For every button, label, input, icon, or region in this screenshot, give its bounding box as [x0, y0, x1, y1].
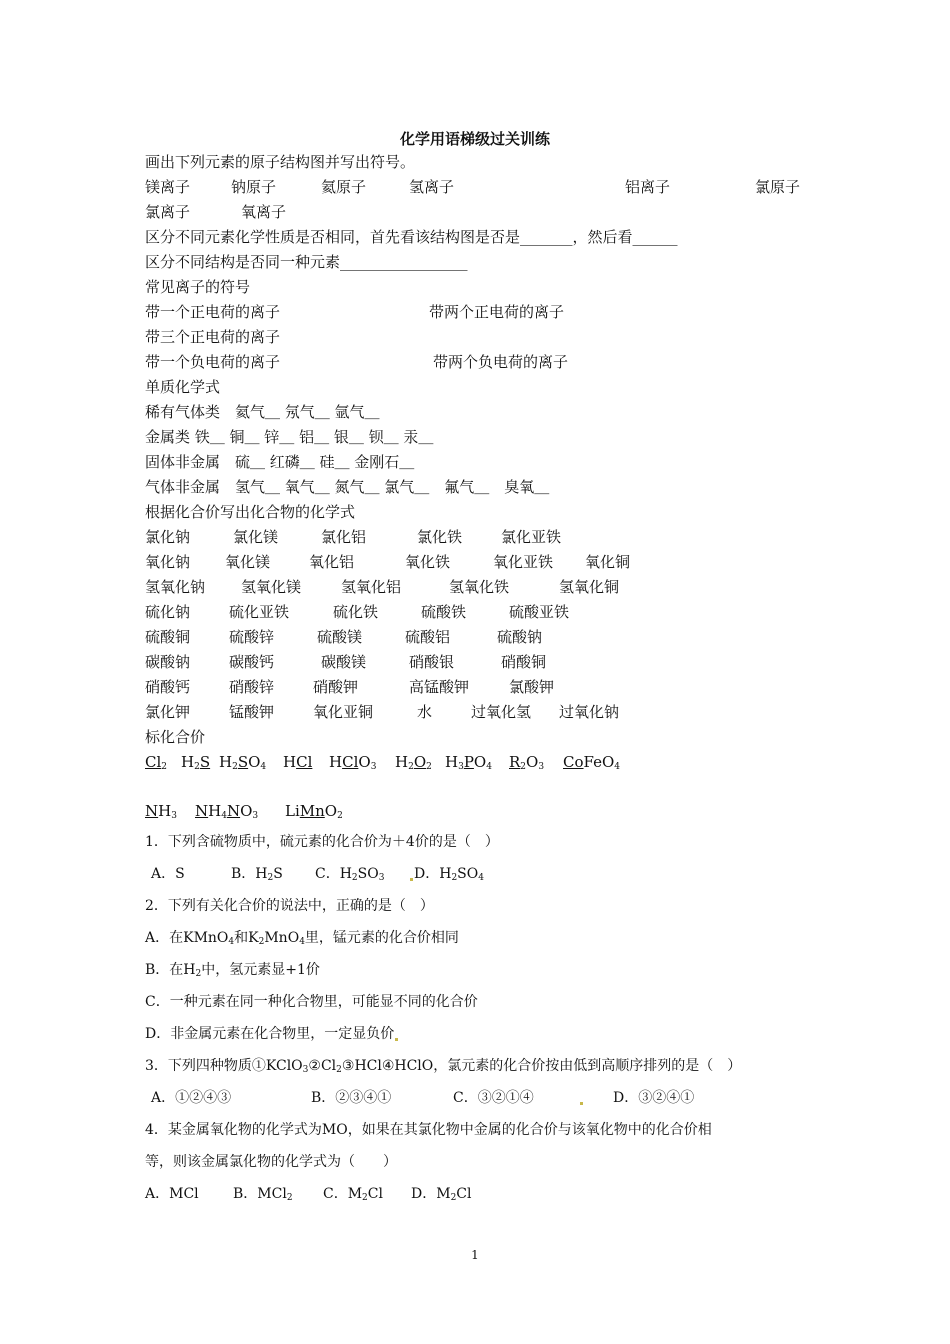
- atom-item: 铝离子: [625, 178, 671, 196]
- compound-item: 锰酸钾: [229, 703, 275, 721]
- compound-item: 水: [417, 703, 433, 721]
- compound-item: 过氧化氢: [471, 703, 532, 721]
- formula: $H_2S$: [181, 753, 211, 772]
- compound-item: 氧化钠: [145, 553, 191, 571]
- compound-row: [145, 627, 745, 647]
- elements-heading: 单质化学式: [145, 378, 221, 396]
- compound-item: 碳酸钠: [145, 653, 191, 671]
- distinguish-line-2: 区分不同结构是否同一种元素_________________: [145, 253, 468, 271]
- question-1-options: [145, 864, 745, 884]
- atoms-row-2: [145, 202, 445, 222]
- page-title: 化学用语梯级过关训练: [399, 130, 550, 148]
- question-2-option-b: B．在$H_2$中，氢元素显+1价: [145, 962, 320, 979]
- compound-item: 氢氧化钠: [145, 578, 206, 596]
- question-2-option-c: C．一种元素在同一种化合物里，可能显不同的化合价: [145, 994, 478, 1010]
- option-c: C．$H_2SO_3$: [315, 866, 385, 883]
- compound-item: 氯化镁: [233, 528, 279, 546]
- question-3-stem: 3．下列四种物质$①KClO_3②Cl_2③HCl④HClO$，氯元素的化合价按由低到高顺序排列的是（ ）: [145, 1058, 742, 1075]
- ions-row-1: [145, 302, 745, 322]
- compound-item: 硝酸钾: [313, 678, 359, 696]
- compound-item: 氯化铝: [321, 528, 367, 546]
- question-2-stem: 2．下列有关化合价的说法中，正确的是（ ）: [145, 898, 434, 914]
- noble-gas-line: 稀有气体类 氦气＿ 氖气＿ 氩气＿: [145, 403, 380, 421]
- ion-plus2: 带两个正电荷的离子: [429, 303, 565, 321]
- dot-mark: [579, 1088, 584, 1108]
- compound-item: 硫酸钠: [497, 628, 543, 646]
- compound-item: 氧化铜: [585, 553, 631, 571]
- metal-line: 金属类 铁＿ 铜＿ 锌＿ 铝＿ 银＿ 钡＿ 汞＿: [145, 428, 434, 446]
- compound-item: 氧化亚铁: [493, 553, 554, 571]
- gas-nonmetal-line: 气体非金属 氢气＿ 氧气＿ 氮气＿ 氯气＿ 氟气＿ 臭氧＿: [145, 478, 550, 496]
- option-c: C．③②①④: [453, 1090, 534, 1106]
- compound-item: 氧化铁: [405, 553, 451, 571]
- compound-item: 硫化铁: [333, 603, 379, 621]
- atom-item: 钠原子: [231, 178, 277, 196]
- atom-item: 镁离子: [145, 178, 191, 196]
- question-1-stem: 1．下列含硫物质中，硫元素的化合价为＋4价的是（ ）: [145, 834, 499, 850]
- option-a: A．S: [151, 866, 185, 882]
- compound-heading: 根据化合价写出化合物的化学式: [145, 503, 356, 521]
- option-d: D．③②④①: [613, 1090, 695, 1106]
- compound-item: 氢氧化铁: [449, 578, 510, 596]
- compound-item: 高锰酸钾: [409, 678, 470, 696]
- intro-line: 画出下列元素的原子结构图并写出符号。: [145, 153, 416, 171]
- compound-item: 氯化钠: [145, 528, 191, 546]
- formula: CoFeO$_4$: [563, 753, 621, 772]
- ion-minus1: 带一个负电荷的离子: [145, 353, 281, 371]
- compound-item: 过氧化钠: [559, 703, 620, 721]
- compound-item: 氯化铁: [417, 528, 463, 546]
- option-b: B．②③④①: [311, 1090, 392, 1106]
- valence-formulas-row-1: [145, 752, 745, 772]
- option-b: B．$H_2S$: [231, 866, 283, 883]
- option-b: B．MCl$_2$: [233, 1186, 293, 1203]
- option-a: A．①②④③: [151, 1090, 232, 1106]
- formula: $H_2O_2$: [395, 753, 432, 772]
- compound-item: 硫酸锌: [229, 628, 275, 646]
- atoms-row-1: [145, 177, 815, 197]
- atom-item: 氯原子: [755, 178, 801, 196]
- option-a: A．MCl: [145, 1186, 199, 1202]
- formula: HCl: [283, 753, 313, 771]
- formula: $R_2O_3$: [509, 753, 545, 772]
- compound-item: 碳酸钙: [229, 653, 275, 671]
- valence-heading: 标化合价: [145, 728, 206, 746]
- ion-minus2: 带两个负电荷的离子: [433, 353, 569, 371]
- compound-item: 氧化亚铜: [313, 703, 374, 721]
- option-c: C．$M_2Cl$: [323, 1186, 383, 1203]
- compound-item: 氧化铝: [309, 553, 355, 571]
- formula: $NH_4NO_3$: [195, 802, 259, 821]
- option-d: D．$M_2Cl$: [411, 1186, 472, 1203]
- atom-item: 氢离子: [409, 178, 455, 196]
- compound-item: 硫酸亚铁: [509, 603, 570, 621]
- atom-item: 氯离子: [145, 203, 191, 221]
- question-2-option-a: A．在KMnO$_4$和$K_2MnO_4$里，锰元素的化合价相同: [145, 930, 459, 947]
- compound-item: 氢氧化铝: [341, 578, 402, 596]
- compound-row: [145, 602, 745, 622]
- question-4-options: [145, 1184, 745, 1204]
- compound-item: 硫化钠: [145, 603, 191, 621]
- question-4-stem-line-2: 等，则该金属氯化物的化学式为（ ）: [145, 1154, 397, 1170]
- formula: $NH_3$: [145, 802, 177, 821]
- compound-row: [145, 702, 745, 722]
- atom-item: 氧离子: [241, 203, 287, 221]
- question-3-options: [145, 1088, 745, 1108]
- question-2-option-d: D．非金属元素在化合物里，一定显负价: [145, 1024, 399, 1044]
- formula: $H_2SO_4$: [219, 753, 267, 772]
- compound-item: 氢氧化镁: [241, 578, 302, 596]
- compound-row: [145, 677, 745, 697]
- compound-row: [145, 552, 745, 572]
- formula: $Cl_2$: [145, 753, 168, 772]
- compound-item: 硫酸铁: [421, 603, 467, 621]
- compound-item: 硝酸锌: [229, 678, 275, 696]
- compound-row: [145, 652, 745, 672]
- option-d: D．$H_2SO_4$: [409, 864, 484, 884]
- atom-item: 氦原子: [321, 178, 367, 196]
- compound-item: 硫化亚铁: [229, 603, 290, 621]
- compound-item: 氯化钾: [145, 703, 191, 721]
- ions-heading: 常见离子的符号: [145, 278, 251, 296]
- formula: LiMnO$_2$: [285, 802, 343, 821]
- page-number: 1: [471, 1248, 479, 1262]
- compound-item: 氧化镁: [225, 553, 271, 571]
- compound-row: [145, 527, 745, 547]
- distinguish-line-1: 区分不同元素化学性质是否相同，首先看该结构图是否是_______，然后看______: [145, 228, 678, 246]
- compound-item: 氯酸钾: [509, 678, 555, 696]
- compound-item: 硝酸铜: [501, 653, 547, 671]
- compound-row: [145, 577, 745, 597]
- compound-item: 硝酸钙: [145, 678, 191, 696]
- ions-row-3: [145, 352, 745, 372]
- formula: HClO$_3$: [329, 753, 377, 772]
- compound-item: 氢氧化铜: [559, 578, 620, 596]
- compound-item: 碳酸镁: [321, 653, 367, 671]
- question-4-stem-line-1: 4．某金属氧化物的化学式为MO，如果在其氯化物中金属的化合价与该氧化物中的化合价相: [145, 1122, 712, 1138]
- compound-item: 氯化亚铁: [501, 528, 562, 546]
- solid-nonmetal-line: 固体非金属 硫＿ 红磷＿ 硅＿ 金刚石＿: [145, 453, 415, 471]
- valence-formulas-row-2: [145, 801, 745, 821]
- ion-plus1: 带一个正电荷的离子: [145, 303, 281, 321]
- formula: $H_3PO_4$: [445, 753, 492, 772]
- compound-item: 硝酸银: [409, 653, 455, 671]
- ion-plus3: 带三个正电荷的离子: [145, 328, 281, 346]
- compound-item: 硫酸铝: [405, 628, 451, 646]
- compound-item: 硫酸铜: [145, 628, 191, 646]
- compound-item: 硫酸镁: [317, 628, 363, 646]
